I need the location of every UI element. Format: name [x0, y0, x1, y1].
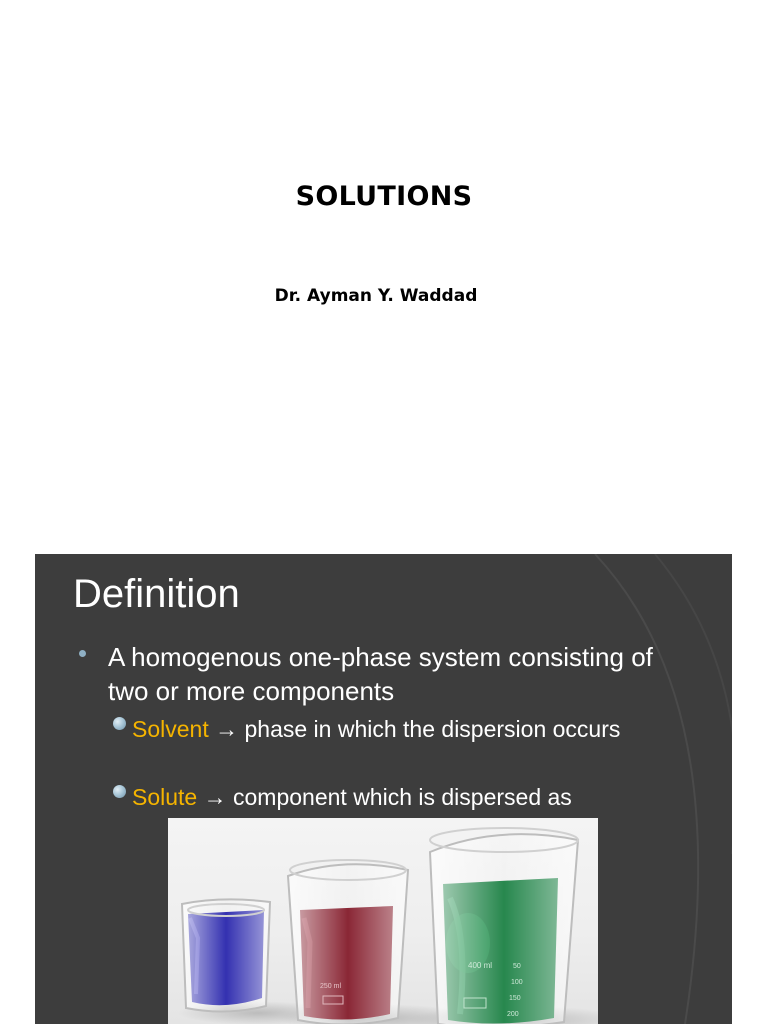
bullet-dot-icon: [79, 650, 86, 657]
sub-bullet-icon: [113, 785, 126, 798]
volume-mark: 50: [513, 963, 521, 970]
definition-solvent: → phase in which the dispersion occurs: [208, 716, 621, 742]
beaker-green: [430, 828, 578, 1024]
sub-bullet-icon: [113, 717, 126, 730]
definition-solute: → component which is dispersed as: [197, 784, 572, 810]
volume-mark: 200: [507, 1011, 519, 1018]
list-item: [132, 782, 632, 812]
beaker-blue: [182, 899, 270, 1011]
volume-mark: 150: [509, 995, 521, 1002]
beaker-red: [288, 860, 408, 1024]
list-item: [132, 714, 632, 744]
beaker-label: 250 ml: [320, 983, 342, 990]
volume-mark: 100: [511, 979, 523, 986]
beaker-label: 400 ml: [468, 961, 493, 970]
page-title: SOLUTIONS: [295, 181, 473, 212]
term-solvent: Solvent: [132, 716, 209, 742]
term-solute: Solute: [132, 784, 198, 810]
main-bullet-text: A homogenous one-phase system consisting of two or more components: [108, 642, 653, 706]
beakers-photo-icon: [168, 818, 598, 1024]
slide-title: Definition: [73, 572, 240, 616]
author-name: Dr. Ayman Y. Waddad: [274, 286, 478, 306]
definition-slide: [35, 554, 732, 1024]
beakers-photo: [168, 818, 598, 1024]
